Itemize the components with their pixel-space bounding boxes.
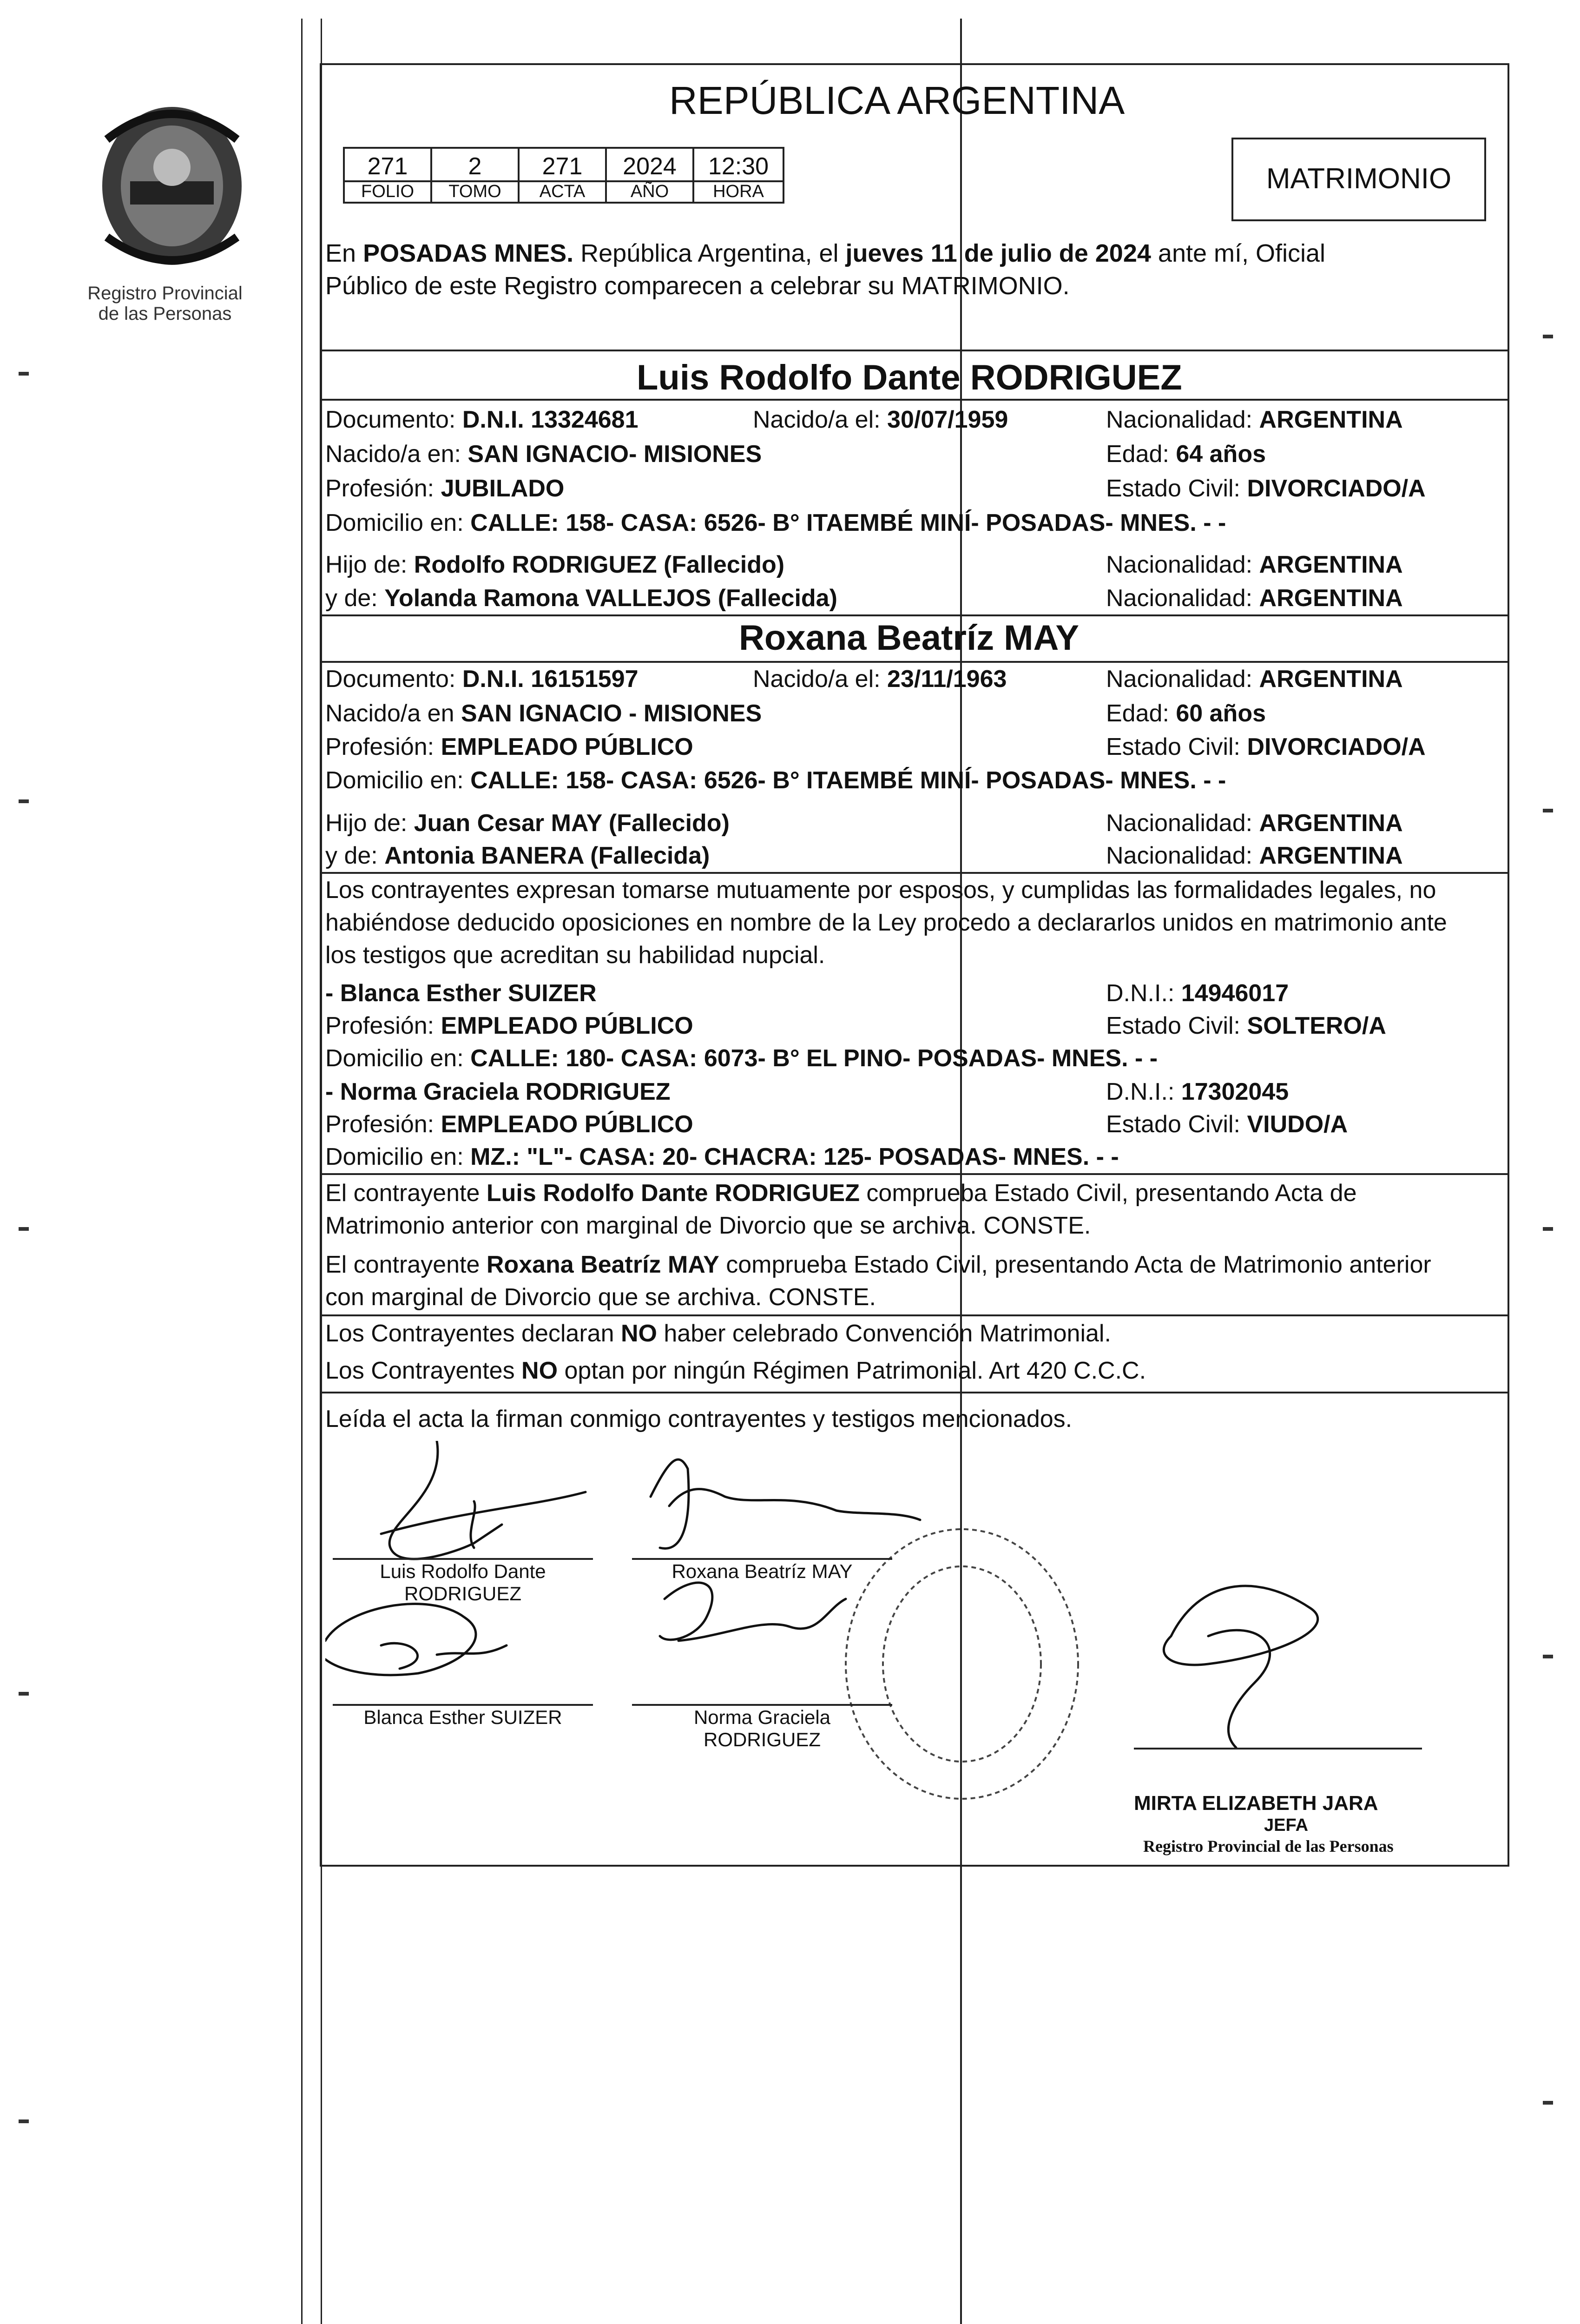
note-2-line-2: con marginal de Divorcio que se archiva. CONSTE. [325, 1284, 876, 1311]
field-label: Edad: [1106, 700, 1176, 727]
field-value: ARGENTINA [1259, 585, 1403, 612]
place-field [325, 440, 762, 469]
field-value: 64 años [1176, 441, 1266, 468]
field-value: CALLE: 158- CASA: 6526- B° ITAEMBÉ MINÍ- POSADAS- MNES. - - [470, 509, 1226, 536]
code-label: AÑO [607, 180, 692, 202]
field-label: Hijo de: [325, 810, 414, 837]
divider [320, 1173, 1509, 1175]
witness2-row-addr [325, 1142, 1506, 1175]
code-label: HORA [694, 180, 783, 202]
divider [320, 872, 1509, 874]
note-text: El contrayente [325, 1251, 487, 1278]
field-value: CALLE: 180- CASA: 6073- B° EL PINO- POSADAS- MNES. - - [470, 1045, 1158, 1072]
field-label: D.N.I.: [1106, 980, 1181, 1007]
margin-mark [1543, 809, 1553, 812]
field-label: Profesión: [325, 475, 441, 502]
field-value: Juan Cesar MAY (Fallecido) [414, 810, 730, 837]
field-value: D.N.I. 16151597 [462, 666, 639, 693]
addr-field [325, 508, 1226, 537]
addr-field [325, 1142, 1119, 1171]
field-value: DIVORCIADO/A [1247, 475, 1426, 502]
civil-field [1106, 1011, 1386, 1040]
field-value: 17302045 [1181, 1078, 1289, 1105]
field-label: Domicilio en: [325, 767, 471, 794]
field-value: ARGENTINA [1259, 842, 1403, 869]
official-role: JEFA [1264, 1816, 1309, 1835]
field-label: Profesión: [325, 1111, 441, 1138]
margin-mark [19, 372, 29, 376]
dni-field [1106, 1077, 1289, 1106]
field-value: Antonia BANERA (Fallecida) [384, 842, 710, 869]
signature-scribble-1 [381, 1441, 586, 1559]
father-field [325, 809, 730, 838]
field-label: Nacionalidad: [1106, 810, 1259, 837]
spouse1-name: Luis Rodolfo Dante RODRIGUEZ [637, 358, 1182, 397]
spouse2-row-addr [325, 766, 1506, 799]
spouse1-row-addr [325, 508, 1506, 541]
field-label: D.N.I.: [1106, 1078, 1181, 1105]
age-field [1106, 440, 1266, 469]
margin-mark [19, 2119, 29, 2123]
field-label: Documento: [325, 666, 462, 693]
field-value: ARGENTINA [1259, 406, 1403, 433]
field-label: Edad: [1106, 441, 1176, 468]
code-value: 12:30 [708, 153, 769, 180]
official-signature-scribble [1164, 1586, 1317, 1748]
spouse1-row-place [325, 440, 1506, 472]
divider [320, 1392, 1509, 1393]
spouse1-row-prof [325, 474, 1506, 507]
field-value: 23/11/1963 [887, 666, 1007, 693]
field-value: SOLTERO/A [1247, 1012, 1386, 1039]
note-text: comprueba Estado Civil, presentando Acta de [859, 1180, 1357, 1207]
note-emphasis: NO [620, 1320, 657, 1347]
logo-text-1: Registro Provincial [87, 283, 243, 304]
intro-text: República Argentina, el [573, 239, 846, 267]
signature-label-witness2-1: Norma Graciela [693, 1706, 831, 1728]
note-2-line-1 [325, 1250, 1431, 1279]
field-label: Nacido/a el: [753, 406, 888, 433]
margin-mark [19, 1692, 29, 1696]
divider [320, 350, 1509, 351]
field-label: Nacionalidad: [1106, 551, 1259, 578]
record-type-box [1231, 138, 1486, 221]
logo-text-2: de las Personas [98, 304, 232, 324]
spouse2-row-place [325, 699, 1506, 732]
field-label: Nacido/a el: [753, 666, 888, 693]
field-label: y de: [325, 585, 385, 612]
code-box-folio [343, 147, 432, 204]
margin-mark [1543, 2101, 1553, 2105]
record-type: MATRIMONIO [1266, 163, 1452, 195]
official-stamp-inner [883, 1566, 1041, 1762]
prof-field [325, 1011, 693, 1040]
field-value: SAN IGNACIO- MISIONES [467, 441, 762, 468]
born-field [753, 405, 1008, 434]
divider [320, 661, 1509, 663]
field-value: CALLE: 158- CASA: 6526- B° ITAEMBÉ MINÍ- POSADAS- MNES. - - [470, 767, 1226, 794]
witness1-row-name [325, 979, 1506, 1011]
doc-field [325, 665, 639, 693]
divider [320, 1314, 1509, 1316]
signature-scribble-3 [325, 1604, 507, 1675]
field-value: DIVORCIADO/A [1247, 733, 1426, 760]
page-title: REPÚBLICA ARGENTINA [669, 79, 1125, 122]
note-text: optan por ningún Régimen Patrimonial. Art 420 C.C.C. [558, 1357, 1146, 1384]
intro-text: En [325, 239, 363, 267]
dni-field [1106, 979, 1289, 1008]
code-box-acta [518, 147, 607, 204]
mother-field [325, 584, 837, 613]
mother-nat-field [1106, 584, 1403, 613]
code-value: 271 [367, 153, 408, 180]
margin-mark [1543, 1227, 1553, 1231]
witness1-row-addr [325, 1044, 1506, 1076]
intro-line-2: Público de este Registro comparecen a celebrar su MATRIMONIO. [325, 272, 1070, 300]
mother-nat-field [1106, 841, 1403, 870]
spouse1-row-doc [325, 405, 1506, 438]
signature-label-spouse2: Roxana Beatríz MAY [672, 1560, 853, 1582]
field-label: Nacionalidad: [1106, 666, 1259, 693]
official-name: MIRTA ELIZABETH JARA [1134, 1792, 1378, 1815]
witness2-row-name [325, 1077, 1506, 1110]
field-value: Yolanda Ramona VALLEJOS (Fallecida) [384, 585, 837, 612]
signature-scribble-2 [651, 1459, 920, 1548]
code-label: ACTA [520, 180, 605, 202]
intro-text: ante mí, Oficial [1151, 239, 1326, 267]
code-value: 2 [468, 153, 482, 180]
code-label: TOMO [432, 180, 518, 202]
civil-field [1106, 1110, 1348, 1139]
field-value: D.N.I. 13324681 [462, 406, 639, 433]
divider [320, 399, 1509, 401]
code-box-hora [692, 147, 784, 204]
official-office: Registro Provincial de las Personas [1143, 1837, 1394, 1855]
registry-seal-icon [88, 98, 256, 274]
signature-label-spouse1-2: RODRIGUEZ [404, 1583, 521, 1604]
field-value: 14946017 [1181, 980, 1289, 1007]
note-emphasis: NO [521, 1357, 558, 1384]
addr-field [325, 766, 1226, 795]
field-label: Nacionalidad: [1106, 842, 1259, 869]
declaration-line-2: habiéndose deducido oposiciones en nombre de la Ley procedo a declararlos unidos en matrimonio ante [325, 909, 1447, 936]
doc-field [325, 405, 639, 434]
note-text: Los Contrayentes [325, 1357, 522, 1384]
field-label: Nacionalidad: [1106, 406, 1259, 433]
field-label: Estado Civil: [1106, 1111, 1247, 1138]
spouse1-row-father [325, 550, 1506, 583]
code-box-anio [605, 147, 694, 204]
field-label: Estado Civil: [1106, 1012, 1247, 1039]
field-label: Estado Civil: [1106, 475, 1247, 502]
prof-field [325, 1110, 693, 1139]
note-text: comprueba Estado Civil, presentando Acta de Matrimonio anterior [719, 1251, 1431, 1278]
field-label: Nacido/a en [325, 700, 461, 727]
spouse1-row-mother [325, 584, 1506, 616]
declaration-line-1: Los contrayentes expresan tomarse mutuamente por esposos, y cumplidas las formalidades legales, no [325, 877, 1436, 904]
witness1-row-prof [325, 1011, 1506, 1044]
signature-scribble-4 [660, 1583, 846, 1641]
spouse2-row-prof [325, 733, 1506, 765]
father-field [325, 550, 784, 579]
spouse2-row-doc [325, 665, 1506, 697]
field-value: EMPLEADO PÚBLICO [441, 1012, 693, 1039]
field-label: Documento: [325, 406, 462, 433]
margin-line-left [301, 19, 303, 2324]
prof-field [325, 733, 693, 761]
nat-field [1106, 665, 1403, 693]
note-text: Los Contrayentes declaran [325, 1320, 621, 1347]
field-label: Nacionalidad: [1106, 585, 1259, 612]
witness2-row-prof [325, 1110, 1506, 1142]
convention-line [325, 1319, 1111, 1348]
field-value: 30/07/1959 [887, 406, 1008, 433]
code-value: 271 [542, 153, 583, 180]
margin-mark [19, 799, 29, 803]
prof-field [325, 474, 564, 503]
note-text: haber celebrado Convención Matrimonial. [657, 1320, 1111, 1347]
father-nat-field [1106, 550, 1403, 579]
signature-label-witness1: Blanca Esther SUIZER [363, 1706, 562, 1728]
mother-field [325, 841, 710, 870]
note-1-line-1 [325, 1179, 1357, 1208]
field-value: MZ.: "L"- CASA: 20- CHACRA: 125- POSADAS- MNES. - - [470, 1143, 1119, 1170]
field-label: Nacido/a en: [325, 441, 468, 468]
divider [320, 614, 1509, 616]
field-label: Domicilio en: [325, 509, 471, 536]
margin-mark [1543, 1655, 1553, 1658]
field-label: Profesión: [325, 1012, 441, 1039]
field-value: ARGENTINA [1259, 551, 1403, 578]
signature-label-witness2-2: RODRIGUEZ [704, 1729, 821, 1750]
field-value: ARGENTINA [1259, 810, 1403, 837]
margin-mark [1543, 335, 1553, 338]
field-label: Domicilio en: [325, 1143, 471, 1170]
field-value: 60 años [1176, 700, 1266, 727]
field-value: SAN IGNACIO - MISIONES [461, 700, 762, 727]
note-name: Luis Rodolfo Dante RODRIGUEZ [486, 1180, 860, 1207]
code-label: FOLIO [345, 180, 430, 202]
signature-line [1134, 1748, 1422, 1750]
civil-field [1106, 474, 1426, 503]
code-box-tomo [430, 147, 520, 204]
code-value: 2024 [623, 153, 677, 180]
declaration-line-3: los testigos que acreditan su habilidad nupcial. [325, 942, 825, 969]
margin-mark [19, 1227, 29, 1231]
regime-line [325, 1356, 1146, 1385]
born-field [753, 665, 1007, 693]
field-label: Estado Civil: [1106, 733, 1247, 760]
field-value: VIUDO/A [1247, 1111, 1348, 1138]
civil-field [1106, 733, 1426, 761]
closing-line: Leída el acta la firman conmigo contrayentes y testigos mencionados. [325, 1406, 1073, 1433]
field-label: y de: [325, 842, 385, 869]
note-name: Roxana Beatríz MAY [486, 1251, 719, 1278]
father-nat-field [1106, 809, 1403, 838]
witness1-name: - Blanca Esther SUIZER [325, 980, 597, 1007]
field-label: Domicilio en: [325, 1045, 471, 1072]
field-value: EMPLEADO PÚBLICO [441, 1111, 693, 1138]
registry-logo [88, 98, 256, 274]
field-label: Hijo de: [325, 551, 414, 578]
intro-line-1 [325, 239, 1325, 268]
field-value: JUBILADO [441, 475, 565, 502]
addr-field [325, 1044, 1158, 1073]
nat-field [1106, 405, 1403, 434]
spouse2-row-mother [325, 841, 1506, 874]
signature-label-spouse1-1: Luis Rodolfo Dante [380, 1560, 546, 1582]
age-field [1106, 699, 1266, 728]
intro-date: jueves 11 de julio de 2024 [845, 239, 1151, 267]
intro-city: POSADAS MNES. [363, 239, 574, 267]
witness2-name: - Norma Graciela RODRIGUEZ [325, 1078, 671, 1105]
field-value: ARGENTINA [1259, 666, 1403, 693]
field-value: Rodolfo RODRIGUEZ (Fallecido) [414, 551, 785, 578]
place-field [325, 699, 762, 728]
note-1-line-2: Matrimonio anterior con marginal de Divorcio que se archiva. CONSTE. [325, 1212, 1091, 1239]
field-label: Profesión: [325, 733, 441, 760]
spouse2-row-father [325, 809, 1506, 841]
field-value: EMPLEADO PÚBLICO [441, 733, 693, 760]
note-text: El contrayente [325, 1180, 487, 1207]
spouse2-name: Roxana Beatríz MAY [739, 618, 1080, 658]
